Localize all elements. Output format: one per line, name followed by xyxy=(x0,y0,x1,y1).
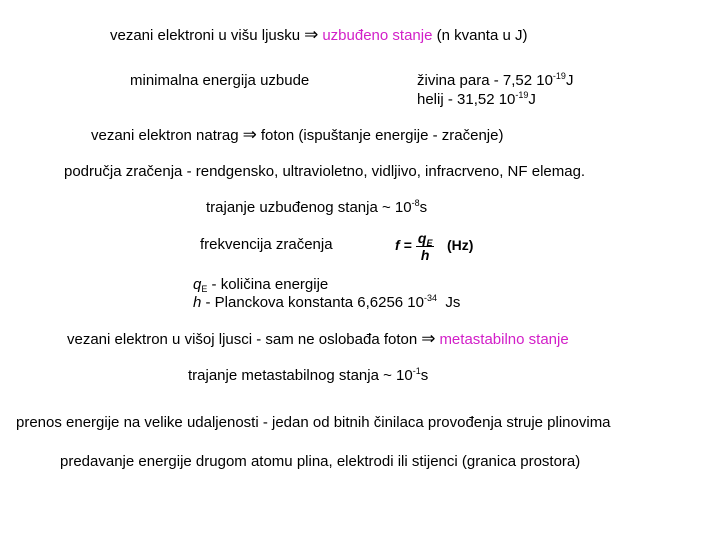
metastable-duration: trajanje metastabilnog stanja ~ $10^{-1}s$ xyxy=(188,366,429,384)
frequency-formula: f = $\frac{q_E}{h}$ (Hz) xyxy=(395,229,474,263)
helium-energy: helij - 31,52 $10^{-19}J$ xyxy=(417,90,536,108)
planck-definition: h - Planckova konstanta 6,6256 $10^{-34}$ Js xyxy=(193,293,461,311)
line-excitation xyxy=(110,26,527,45)
implies-arrow-icon: ⇒ xyxy=(242,125,257,144)
implies-arrow-icon: ⇒ xyxy=(421,329,436,348)
qe-definition: $q_E$ - količina energije xyxy=(193,276,329,294)
energy-transfer: prenos energije na velike udaljenosti - jedan od bitnih činilaca provođenja struje plinovima xyxy=(16,414,611,431)
energy-handover: predavanje energije drugom atomu plina, elektrodi ili stijenci (granica prostora) xyxy=(60,453,581,470)
frequency-label: frekvencija zračenja xyxy=(200,236,333,253)
radiation-ranges: područja zračenja - rendgensko, ultravioletno, vidljivo, infracrveno, NF elemag. xyxy=(64,163,586,180)
line-metastable: vezani elektron u višoj ljusci - sam ne oslobađa foton ⇒ metastabilno stanje xyxy=(67,329,569,348)
excited-duration: trajanje uzbuđenog stanja ~ $10^{-8}s$ xyxy=(206,198,428,216)
line-photon: vezani elektron natrag ⇒ foton (ispuštanje energije - zračenje) xyxy=(91,125,504,144)
text: (n kvanta u J) xyxy=(436,27,528,44)
highlight-term: uzbuđeno stanje xyxy=(322,27,433,44)
min-energy-label: minimalna energija uzbude xyxy=(130,72,310,89)
text: vezani elektroni u višu ljusku xyxy=(110,27,301,44)
mercury-energy: živina para - 7,52 $10^{-19}J$ xyxy=(417,71,574,89)
implies-arrow-icon: ⇒ xyxy=(304,25,319,44)
